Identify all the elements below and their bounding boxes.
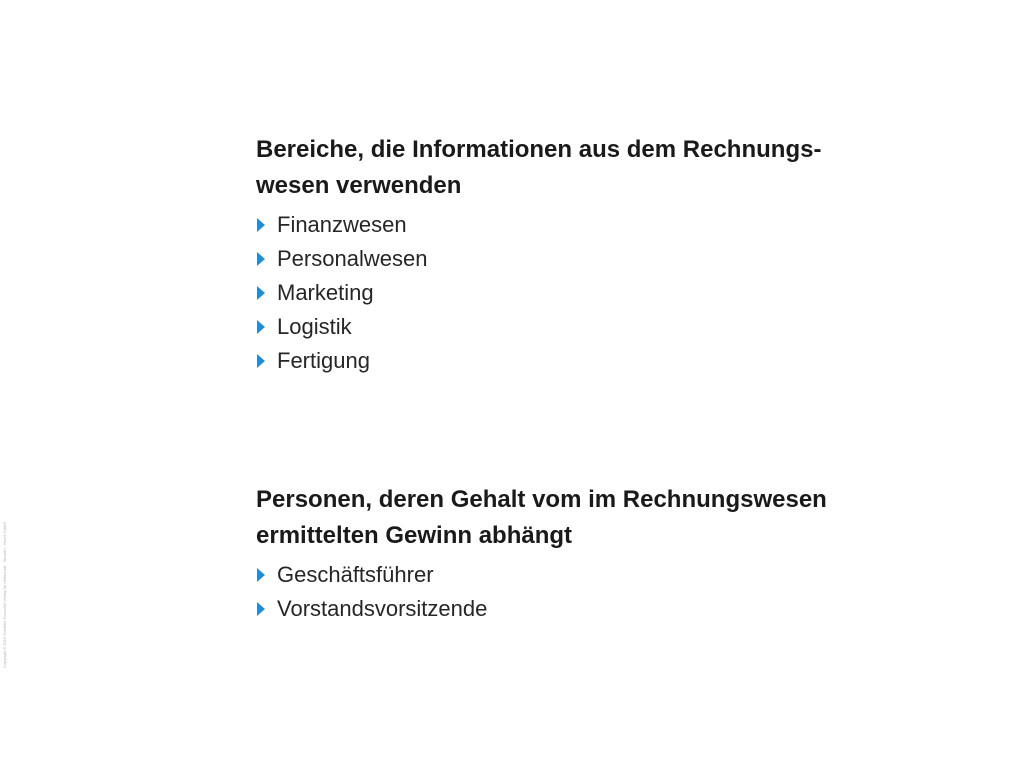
section-heading	[256, 482, 906, 554]
list-item-label: Personalwesen	[277, 246, 428, 271]
triangle-right-icon	[257, 568, 265, 582]
section-gewinnabhaengige-personen	[256, 482, 936, 626]
list-item-label: Vorstandsvorsitzende	[277, 596, 488, 621]
heading-line-1: Personen, deren Gehalt vom im Rechnungswesen	[256, 486, 827, 513]
list-item	[256, 592, 936, 626]
list-item-label: Logistik	[277, 314, 352, 339]
heading-line-2: wesen verwenden	[256, 172, 462, 199]
list-item	[256, 558, 936, 592]
triangle-right-icon	[257, 354, 265, 368]
triangle-right-icon	[257, 252, 265, 266]
section-rechnungswesen-bereiche	[256, 132, 936, 378]
triangle-right-icon	[257, 218, 265, 232]
list-item	[256, 310, 936, 344]
triangle-right-icon	[257, 320, 265, 334]
bullet-list	[256, 208, 936, 378]
list-item-label: Marketing	[277, 280, 374, 305]
list-item	[256, 242, 936, 276]
copyright-text: Copyright © 2015 Schäffer-Poeschel Verlag für Wirtschaft · Steuern · Recht GmbH	[2, 521, 7, 668]
triangle-right-icon	[257, 602, 265, 616]
bullet-list	[256, 558, 936, 626]
list-item-label: Finanzwesen	[277, 212, 407, 237]
section-heading	[256, 132, 906, 204]
heading-line-1: Bereiche, die Informationen aus dem Rechnungs-	[256, 136, 822, 163]
list-item-label: Fertigung	[277, 348, 370, 373]
triangle-right-icon	[257, 286, 265, 300]
heading-line-2: ermittelten Gewinn abhängt	[256, 522, 573, 549]
list-item-label: Geschäftsführer	[277, 562, 434, 587]
list-item	[256, 208, 936, 242]
list-item	[256, 344, 936, 378]
list-item	[256, 276, 936, 310]
copyright-notice	[2, 478, 8, 668]
